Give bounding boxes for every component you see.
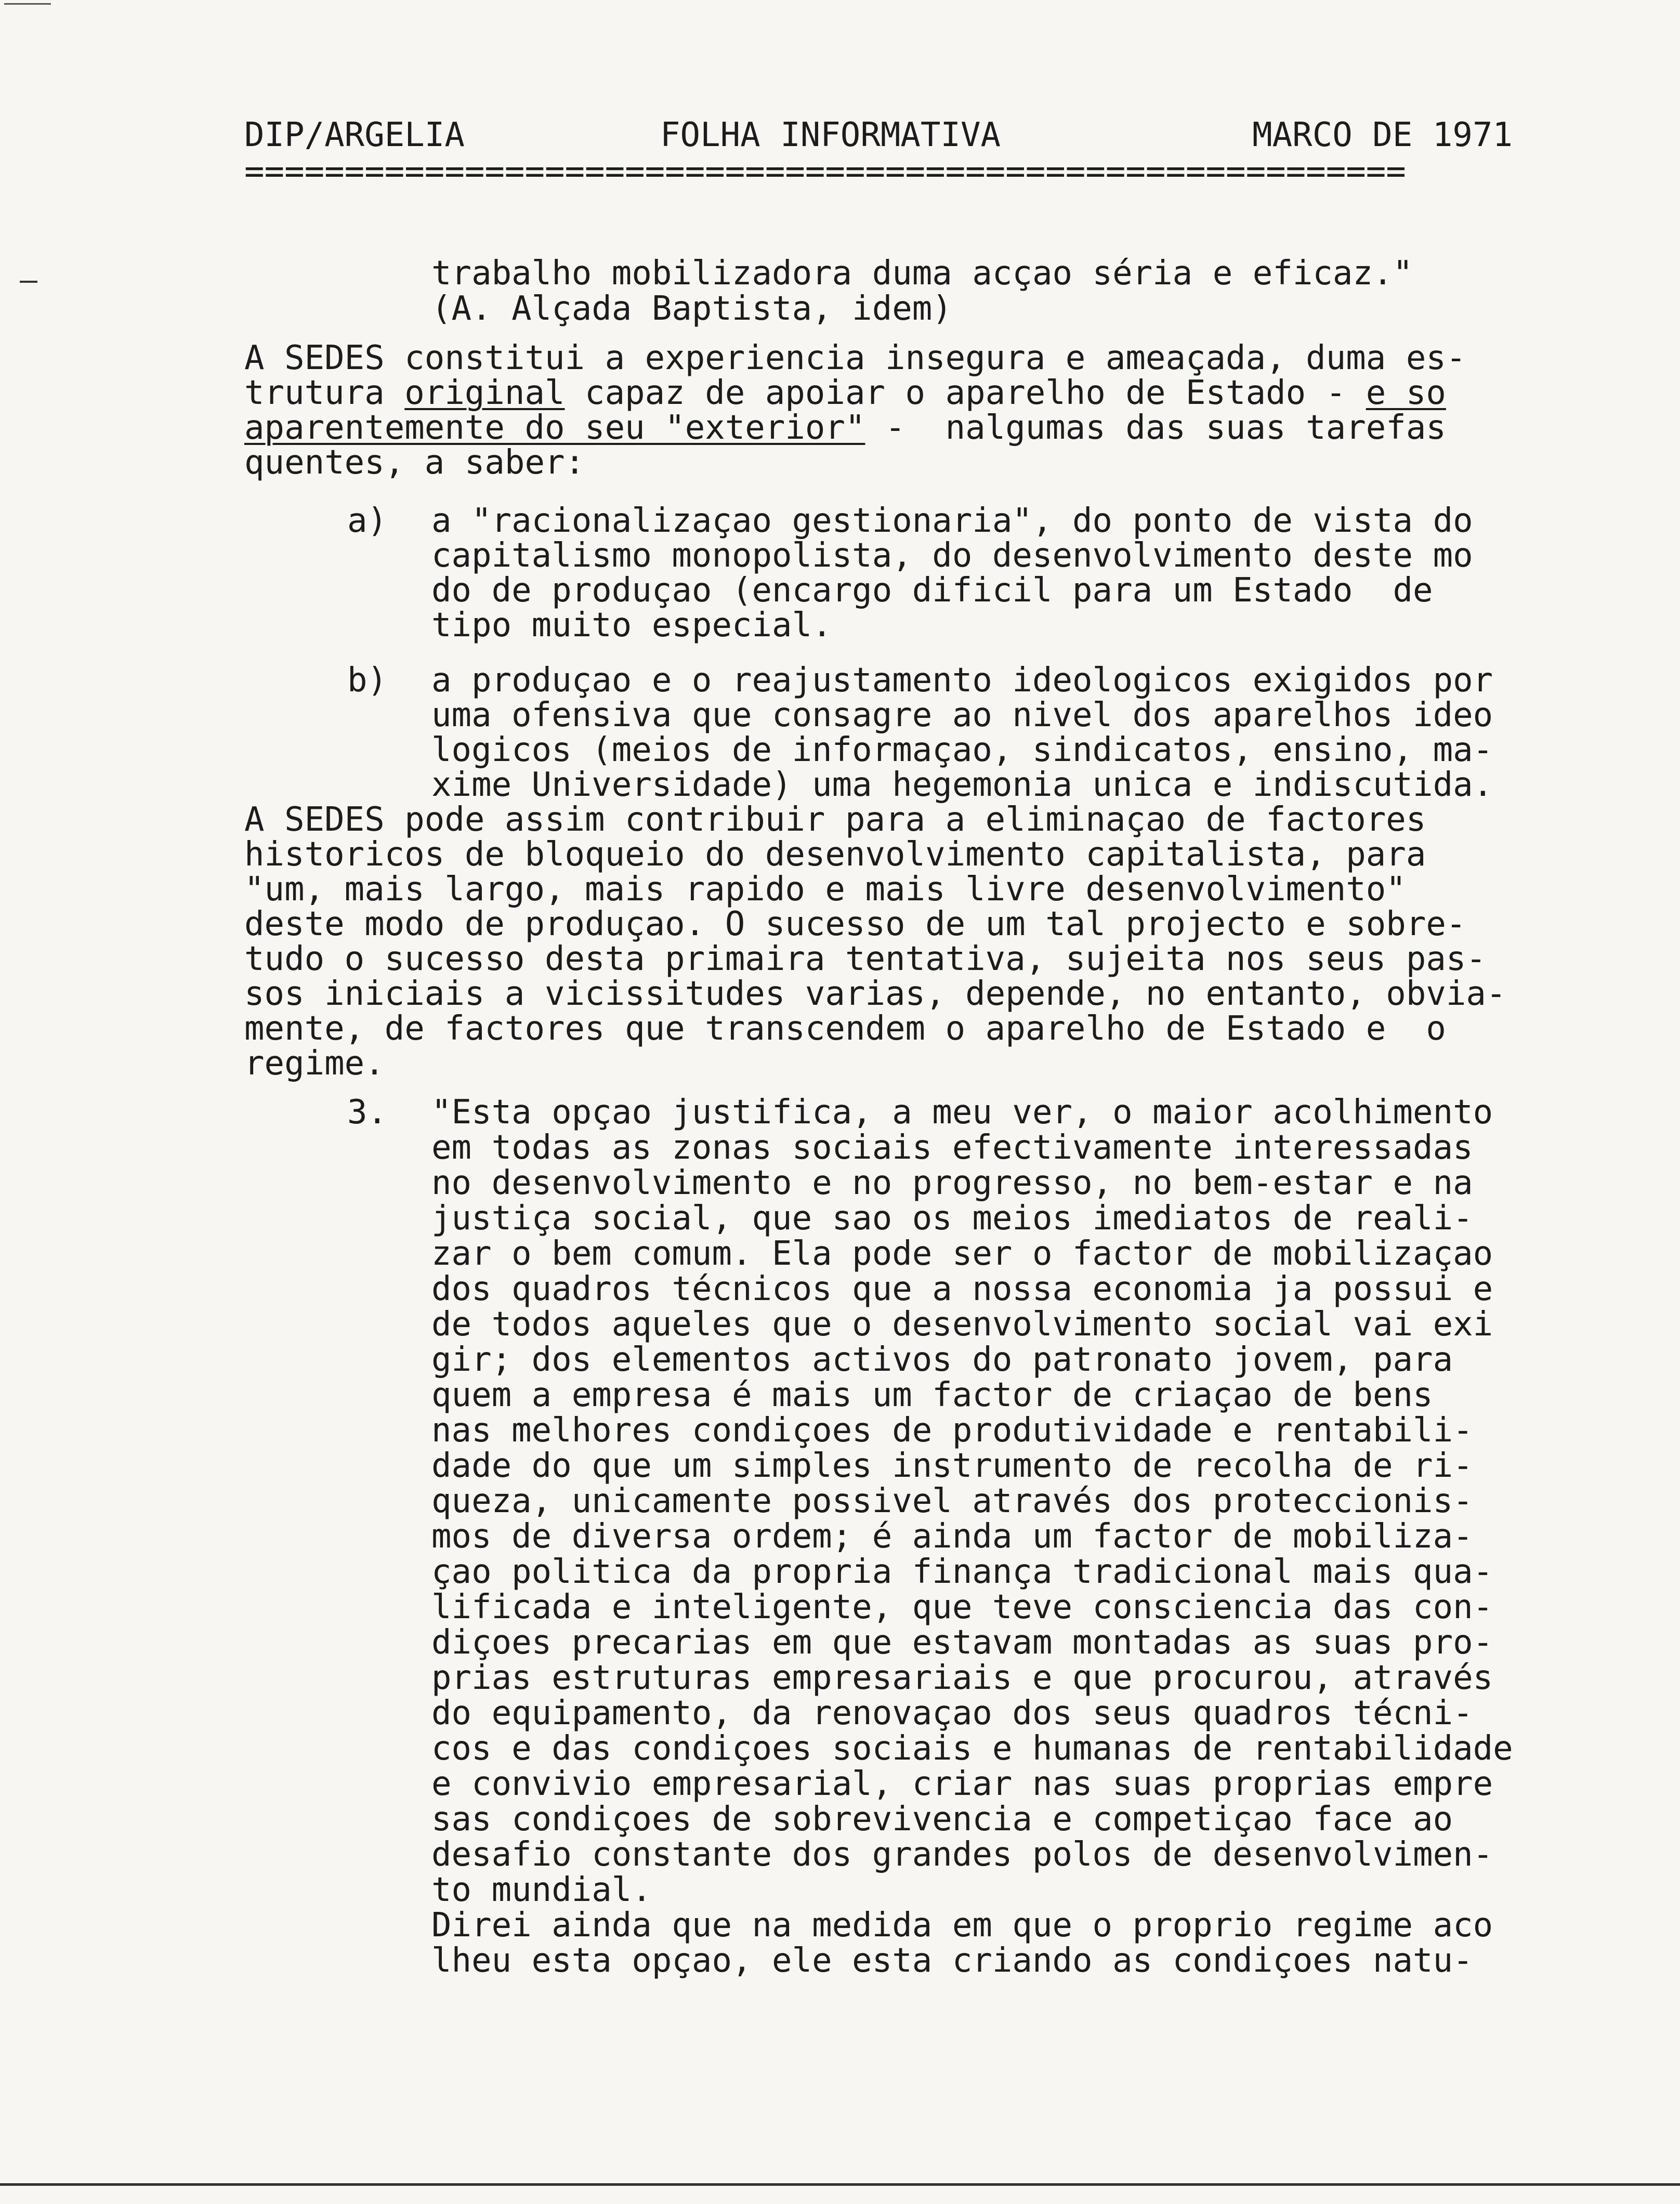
header-title: FOLHA INFORMATIVA — [660, 116, 1001, 154]
para2-line: A SEDES pode assim contribuir para a eliminaçao de factores — [244, 801, 1426, 839]
para1-line: A SEDES constitui a experiencia insegura e ameaçada, duma es- — [244, 339, 1466, 377]
margin-mark — [20, 281, 37, 283]
quote-attribution: (A. Alçada Baptista, idem) — [431, 290, 952, 328]
underlined-text: aparentemente do seu "exterior" — [244, 409, 865, 447]
item-a-line: capitalismo monopolista, do desenvolvimento deste mo — [431, 536, 1473, 575]
para2-line: regime. — [244, 1044, 385, 1083]
underlined-text: original — [404, 374, 565, 412]
item-3-line: justiça social, que sao os meios imediatos de reali- — [431, 1199, 1473, 1238]
item-3-line: quem a empresa é mais um factor de criaçao de bens — [431, 1376, 1433, 1414]
item-3-line: sas condiçoes de sobrevivencia e competiçao face ao — [431, 1800, 1453, 1839]
item-3-line: em todas as zonas sociais efectivamente interessadas — [431, 1129, 1473, 1167]
para2-line: "um, mais largo, mais rapido e mais livre desenvolvimento" — [244, 870, 1406, 909]
item-b-line: uma ofensiva que consagre ao nivel dos aparelhos ideo — [431, 696, 1493, 734]
item-3-line: do equipamento, da renovaçao dos seus quadros técni- — [431, 1694, 1473, 1733]
item-b-line: xime Universidade) uma hegemonia unica e indiscutida. — [431, 766, 1493, 804]
header-origin: DIP/ARGELIA — [244, 116, 465, 154]
item-3-line: to mundial. — [431, 1871, 652, 1909]
para1-line: quentes, a saber: — [244, 443, 585, 482]
quote-line: trabalho mobilizadora duma acçao séria e eficaz." — [431, 254, 1413, 293]
item-3-line: çao politica da propria finança tradicional mais qua- — [431, 1553, 1493, 1591]
item-a-label: a) — [347, 502, 388, 540]
para2-line: historicos de bloqueio do desenvolvimento capitalista, para — [244, 835, 1426, 874]
item-a-line: a "racionalizaçao gestionaria", do ponto de vista do — [431, 502, 1473, 540]
item-3-line: prias estruturas empresariais e que procurou, através — [431, 1659, 1493, 1697]
item-3-line: cos e das condiçoes sociais e humanas de rentabilidade — [431, 1729, 1513, 1768]
item-3-line: zar o bem comum. Ela pode ser o factor de mobilizaçao — [431, 1235, 1493, 1273]
item-3-label: 3. — [347, 1093, 388, 1132]
item-3-line: diçoes precarias em que estavam montadas as suas pro- — [431, 1623, 1493, 1662]
para1-line: aparentemente do seu "exterior" - nalgumas das suas tarefas — [244, 409, 1446, 447]
item-a-line: tipo muito especial. — [431, 606, 832, 645]
item-3-line: mos de diversa ordem; é ainda um factor de mobiliza- — [431, 1517, 1473, 1556]
item-3-line: lificada e inteligente, que teve consciencia das con- — [431, 1588, 1493, 1626]
page-header — [244, 114, 1513, 156]
item-3-line: dos quadros técnicos que a nossa economia ja possui e — [431, 1270, 1493, 1308]
para2-line: mente, de factores que transcendem o aparelho de Estado e o — [244, 1009, 1446, 1048]
item-3-line: e convivio empresarial, criar nas suas proprias empre — [431, 1765, 1493, 1803]
para2-line: deste modo de produçao. O sucesso de um tal projecto e sobre- — [244, 905, 1466, 943]
item-3-line: "Esta opçao justifica, a meu ver, o maior acolhimento — [431, 1093, 1493, 1132]
para2-line: tudo o sucesso desta primaira tentativa, sujeita nos seus pas- — [244, 940, 1486, 978]
item-3-line: lheu esta opçao, ele esta criando as condiçoes natu- — [431, 1941, 1473, 1980]
scan-corner-mark — [4, 3, 51, 5]
item-3-line: no desenvolvimento e no progresso, no bem-estar e na — [431, 1164, 1473, 1202]
item-3-line: de todos aqueles que o desenvolvimento social vai exi — [431, 1305, 1493, 1344]
item-3-line: gir; dos elementos activos do patronato jovem, para — [431, 1341, 1453, 1379]
header-rule: ========================================================== — [244, 156, 1406, 187]
bottom-edge-rule — [0, 2183, 1680, 2186]
header-date: MARCO DE 1971 — [1252, 116, 1513, 154]
item-b-label: b) — [347, 661, 388, 700]
item-3-line: Direi ainda que na medida em que o proprio regime aco — [431, 1906, 1493, 1945]
item-3-line: nas melhores condiçoes de produtividade e rentabili- — [431, 1411, 1473, 1450]
para2-line: sos iniciais a vicissitudes varias, depende, no entanto, obvia- — [244, 975, 1506, 1013]
para1-line: trutura original capaz de apoiar o aparelho de Estado - e so — [244, 374, 1446, 412]
item-b-line: a produçao e o reajustamento ideologicos exigidos por — [431, 661, 1493, 700]
item-b-line: logicos (meios de informaçao, sindicatos, ensino, ma- — [431, 731, 1493, 769]
item-3-line: dade do que um simples instrumento de recolha de ri- — [431, 1447, 1473, 1485]
item-3-line: desafio constante dos grandes polos de desenvolvimen- — [431, 1835, 1493, 1874]
item-a-line: do de produçao (encargo dificil para um Estado de — [431, 571, 1433, 610]
item-3-line: queza, unicamente possivel através dos proteccionis- — [431, 1482, 1473, 1520]
underlined-text: e so — [1366, 374, 1446, 412]
